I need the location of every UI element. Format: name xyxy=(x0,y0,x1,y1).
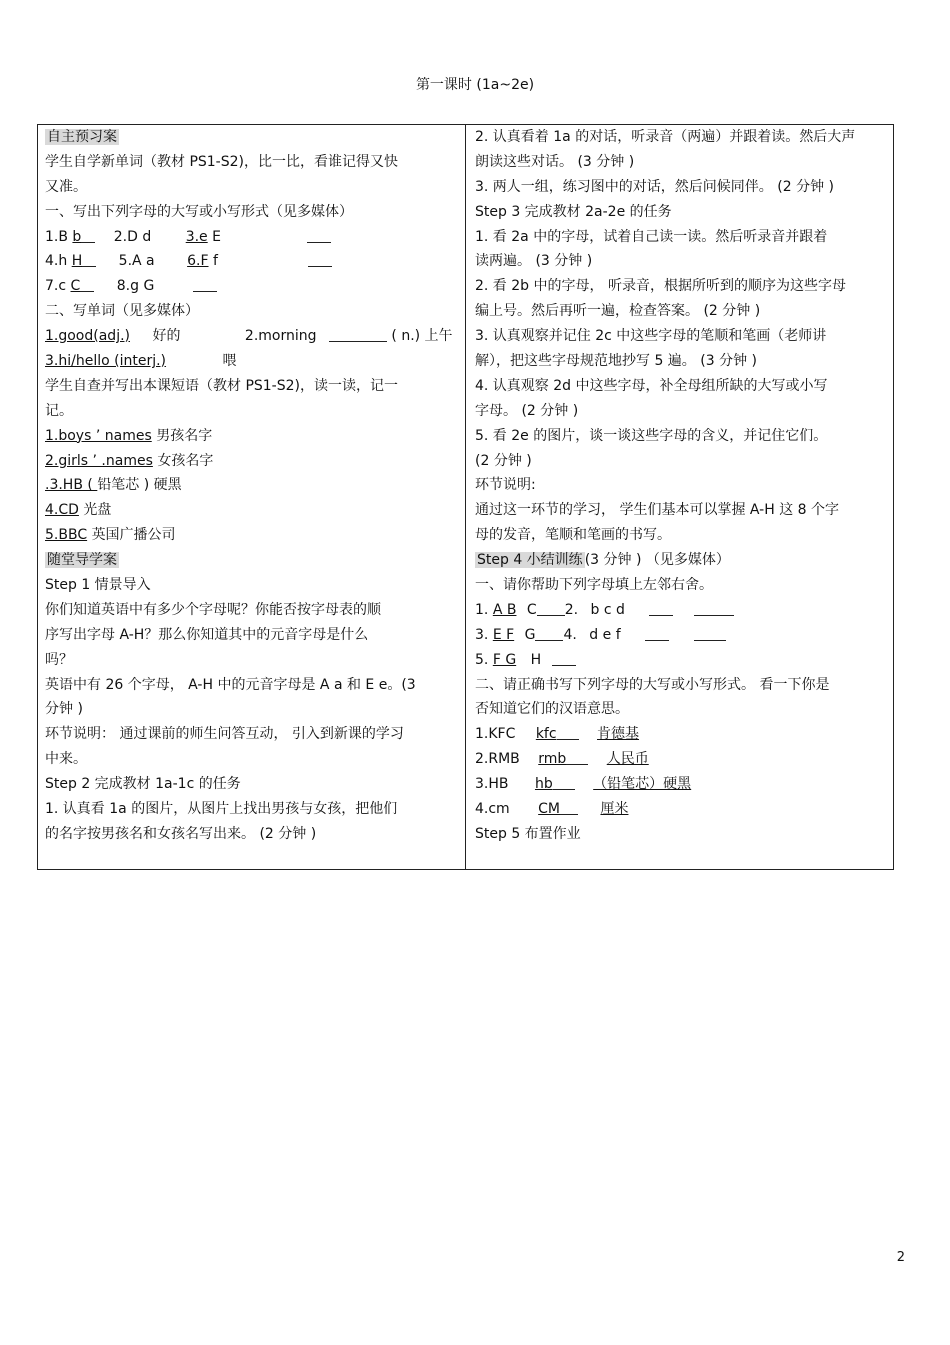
phrase-row: .3.HB ( 铅笔芯 ) 硬黑 xyxy=(45,477,182,494)
phrase-row: 1.boys ’ names 男孩名字 xyxy=(45,427,213,444)
answer-blank xyxy=(193,277,217,292)
text-line: 母的发音，笔顺和笔画的书写。 xyxy=(475,527,671,544)
answer-blank xyxy=(694,601,734,616)
text-line: 1. 认真看 1a 的图片，从图片上找出男孩与女孩，把他们 xyxy=(45,801,398,818)
text-line: 字母。 (2 分钟 ) xyxy=(475,402,579,419)
word-row: 3.hi/hello (interj.) 喂 xyxy=(45,353,237,370)
text-line: 学生自学新单词（教材 PS1-S2)，比一比，看谁记得又快 xyxy=(45,153,398,170)
answer-blank xyxy=(566,750,588,765)
text-line: 解），把这些字母规范地抄写 5 遍。 (3 分钟 ) xyxy=(475,353,757,370)
text-line: 否知道它们的汉语意思。 xyxy=(475,701,629,718)
exercise-heading: 一、请你帮助下列字母填上左邻右舍。 xyxy=(475,577,713,594)
text-line: 又准。 xyxy=(45,178,87,195)
text-line: 记。 xyxy=(45,402,73,419)
step-heading: Step 3 完成教材 2a-2e 的任务 xyxy=(475,203,672,220)
abbr-row: 1.KFC kfc 肯德基 xyxy=(475,726,640,743)
page-title: 第一课时 (1a~2e) xyxy=(415,77,535,93)
answer-blank xyxy=(81,228,95,243)
exercise-row: 3. E F G 4. d e f xyxy=(475,623,887,648)
text-line: 中来。 xyxy=(45,751,87,768)
phrase-row: 5.BBC 英国广播公司 xyxy=(45,527,176,544)
abbr-row: 2.RMB rmb 人民币 xyxy=(475,751,649,768)
text-line: 4. 认真观察 2d 中这些字母，补全母组所缺的大写或小写 xyxy=(475,377,828,394)
step-heading: Step 2 完成教材 1a-1c 的任务 xyxy=(45,776,241,793)
section-heading-summary: Step 4 小结训练 xyxy=(477,552,583,569)
abbr-row: 3.HB hb （铅笔芯）硬黑 xyxy=(475,776,692,793)
answer-blank xyxy=(645,626,669,641)
answer-blank xyxy=(560,800,578,815)
right-column xyxy=(475,125,887,847)
text-line: 朗读这些对话。 (3 分钟 ) xyxy=(475,153,635,170)
exercise-row: 4.h H 5.A a 6.F f xyxy=(45,249,457,274)
column-divider xyxy=(465,124,466,870)
answer-blank xyxy=(80,277,94,292)
step-heading: Step 4 小结训练 (3 分钟 ) （见多媒体） xyxy=(477,552,730,569)
exercise-row: 1.B b 2.D d 3.e E xyxy=(45,225,457,250)
text-line: 3. 两人一组，练习图中的对话，然后问候同伴。 (2 分钟 ) xyxy=(475,178,834,195)
text-line: 编上号。然后再听一遍，检查答案。 (2 分钟 ) xyxy=(475,303,761,320)
answer-blank xyxy=(649,601,673,616)
answer-blank xyxy=(694,626,726,641)
text-line: 环节说明: xyxy=(475,477,536,494)
text-line: 分钟 ) xyxy=(45,701,83,718)
step-heading: Step 1 情景导入 xyxy=(45,577,151,594)
answer-blank xyxy=(537,601,565,616)
phrase-row: 2.girls ’ .names 女孩名字 xyxy=(45,452,214,469)
exercise-row: 7.c C 8.g G xyxy=(45,274,457,299)
text-line: 你们知道英语中有多少个字母呢？你能否按字母表的顺 xyxy=(45,601,381,618)
text-line: 学生自查并写出本课短语（教材 PS1-S2)，读一读，记一 xyxy=(45,377,398,394)
exercise-row: 1. A B C 2. b c d xyxy=(475,598,887,623)
answer-blank xyxy=(553,775,575,790)
page-number: 2 xyxy=(896,1250,905,1265)
text-line: 5. 看 2e 的图片，谈一谈这些字母的含义，并记住它们。 xyxy=(475,427,828,444)
answer-blank xyxy=(82,252,96,267)
answer-blank xyxy=(329,327,387,342)
text-line: 序写出字母 A-H？那么你知道其中的元音字母是什么 xyxy=(45,626,369,643)
answer-blank xyxy=(557,725,579,740)
exercise-row: 5. F G H xyxy=(475,648,887,673)
text-line: 的名字按男孩名和女孩名写出来。 (2 分钟 ) xyxy=(45,825,317,842)
text-line: 3. 认真观察并记住 2c 中这些字母的笔顺和笔画（老师讲 xyxy=(475,328,827,345)
text-line: 2. 看 2b 中的字母， 听录音，根据所听到的顺序为这些字母 xyxy=(475,278,846,295)
answer-blank xyxy=(307,228,331,243)
text-line: (2 分钟 ) xyxy=(475,452,532,469)
text-line: 1. 看 2a 中的字母，试着自己读一读。然后听录音并跟着 xyxy=(475,228,828,245)
section-heading-classroom: 随堂导学案 xyxy=(47,552,117,569)
exercise-heading: 一、写出下列字母的大写或小写形式（见多媒体） xyxy=(45,203,353,220)
text-line: 通过这一环节的学习， 学生们基本可以掌握 A-H 这 8 个字 xyxy=(475,502,840,519)
left-column xyxy=(45,125,457,847)
section-heading-preview: 自主预习案 xyxy=(47,129,117,145)
phrase-row: 4.CD 光盘 xyxy=(45,502,112,519)
text-line: 环节说明： 通过课前的师生问答互动， 引入到新课的学习 xyxy=(45,726,404,743)
answer-blank xyxy=(535,626,563,641)
text-line: 吗？ xyxy=(45,651,73,668)
exercise-heading: 二、请正确书写下列字母的大写或小写形式。 看一下你是 xyxy=(475,676,830,693)
text-line: 2. 认真看着 1a 的对话，听录音（两遍）并跟着读。然后大声 xyxy=(475,129,856,145)
abbr-row: 4.cm CM 厘米 xyxy=(475,801,629,818)
step-heading: Step 5 布置作业 xyxy=(475,825,581,842)
word-row: 1.good(adj.) 好的 2.morning ( n.) 上午 xyxy=(45,328,453,345)
exercise-heading: 二、写单词（见多媒体） xyxy=(45,303,199,320)
answer-blank xyxy=(308,252,332,267)
text-line: 英语中有 26 个字母， A-H 中的元音字母是 A a 和 E e。(3 xyxy=(45,676,416,693)
text-line: 读两遍。 (3 分钟 ) xyxy=(475,253,593,270)
answer-blank xyxy=(552,651,576,666)
